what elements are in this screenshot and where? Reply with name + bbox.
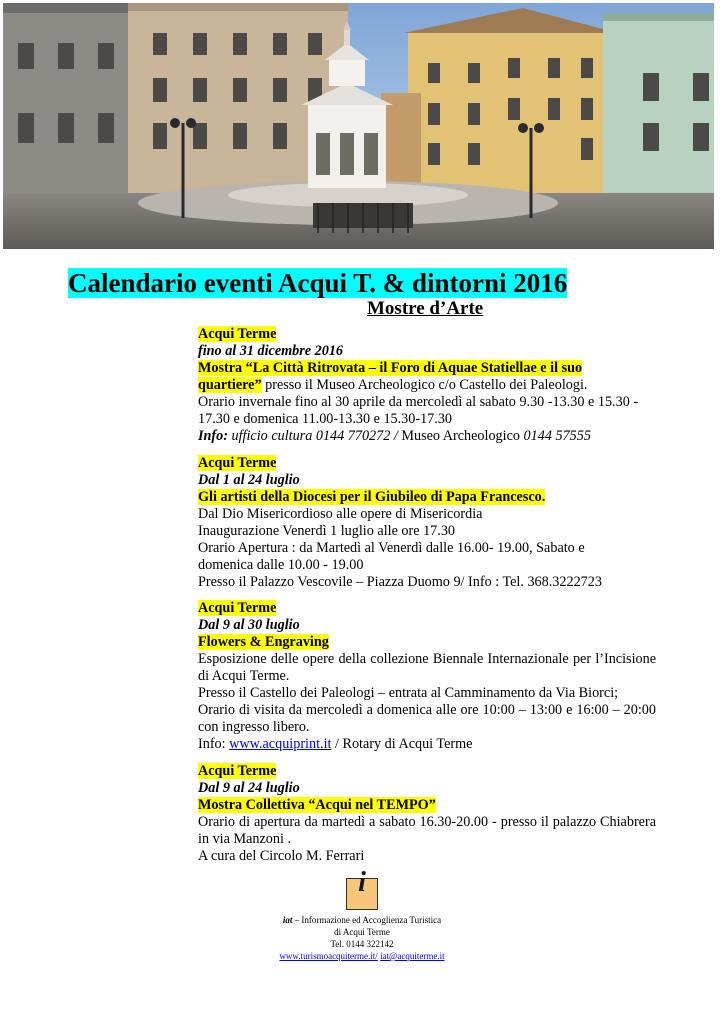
header-photo (3, 3, 714, 249)
event-location: Presso il Castello dei Paleologi – entrata al Camminamento da Via Biorci; (198, 685, 619, 701)
event-curator: A cura del Circolo M. Ferrari (198, 848, 365, 864)
section-heading: Mostre d’Arte (367, 298, 484, 319)
event-card (198, 763, 656, 865)
event-dates: fino al 31 dicembre 2016 (198, 343, 344, 359)
event-place: Acqui Terme (198, 763, 277, 779)
event-place: Acqui Terme (198, 600, 277, 616)
event-card (198, 326, 656, 445)
acquiprint-link[interactable]: www.acquiprint.it (229, 736, 332, 752)
event-hours-cont: domenica dalle 10.00 - 19.00 (198, 557, 364, 573)
iat-email-link[interactable]: iat@acquiterme.it (380, 951, 445, 961)
event-dates: Dal 9 al 24 luglio (198, 780, 300, 796)
event-name: Mostra Collettiva “Acqui nel TEMPO” (198, 797, 436, 813)
event-dates: Dal 9 al 30 luglio (198, 617, 300, 633)
iat-location: di Acqui Terme (334, 927, 390, 937)
event-inauguration: Inaugurazione Venerdì 1 luglio alle ore 17.30 (198, 523, 456, 539)
tourism-website-link[interactable]: www.turismoacquiterme.it/ (279, 951, 378, 961)
event-location: presso il Museo Archeologico c/o Castello dei Paleologi. (261, 377, 588, 393)
event-name-end: quartiere” (198, 377, 262, 393)
info-rest: / Rotary di Acqui Terme (331, 736, 473, 752)
event-card (198, 600, 656, 753)
event-name: Flowers & Engraving (198, 634, 329, 650)
event-location: Presso il Palazzo Vescovile – Piazza Duomo 9/ Info : Tel. 368.3222723 (198, 574, 602, 590)
event-hours: Orario di apertura da martedì a sabato 16.30-20.00 - presso il palazzo Chiabrera in via Manzoni . (198, 814, 656, 847)
event-subtitle: Dal Dio Misericordioso alle opere di Misericordia (198, 506, 483, 522)
info-label: Info: (198, 428, 228, 444)
iat-fullname: – Informazione ed Accoglienza Turistica (292, 915, 442, 925)
event-dates: Dal 1 al 24 luglio (198, 472, 300, 488)
info-cultura: ufficio cultura 0144 770272 / (227, 428, 398, 444)
event-description: Esposizione delle opere della collezione Biennale Internazionale per l’Incisione di Acqui Terme. (198, 651, 656, 684)
event-place: Acqui Terme (198, 455, 277, 471)
iat-phone: Tel. 0144 322142 (330, 939, 394, 949)
iat-abbrev: iat (282, 915, 293, 925)
info-i-icon (346, 867, 378, 910)
event-name: Mostra “La Città Ritrovata – il Foro di Aquae Statiellae e il suo (198, 360, 583, 376)
event-hours: Orario Apertura : da Martedì al Venerdì dalle 16.00- 19.00, Sabato e (198, 540, 585, 556)
event-name: Gli artisti della Diocesi per il Giubileo di Papa Francesco. (198, 489, 546, 505)
logo-letter: i (358, 867, 366, 898)
event-hours: Orario invernale fino al 30 aprile da mercoledì al sabato 9.30 -13.30 e 15.30 - 17.30 e domenica 11.00-13.30 e 15.30-17.30 (198, 394, 639, 427)
info-museo-tel: 0144 57555 (523, 428, 591, 444)
event-card (198, 455, 656, 591)
info-label: Info: (198, 736, 230, 752)
page-title: Calendario eventi Acqui T. & dintorni 2016 (68, 268, 568, 298)
event-hours: Orario di visita da mercoledì a domenica alle ore 10:00 – 13:00 e 16:00 – 20:00 con ingresso libero. (198, 702, 656, 735)
footer (262, 867, 462, 962)
info-museo: Museo Archeologico (397, 428, 524, 444)
event-place: Acqui Terme (198, 326, 277, 342)
